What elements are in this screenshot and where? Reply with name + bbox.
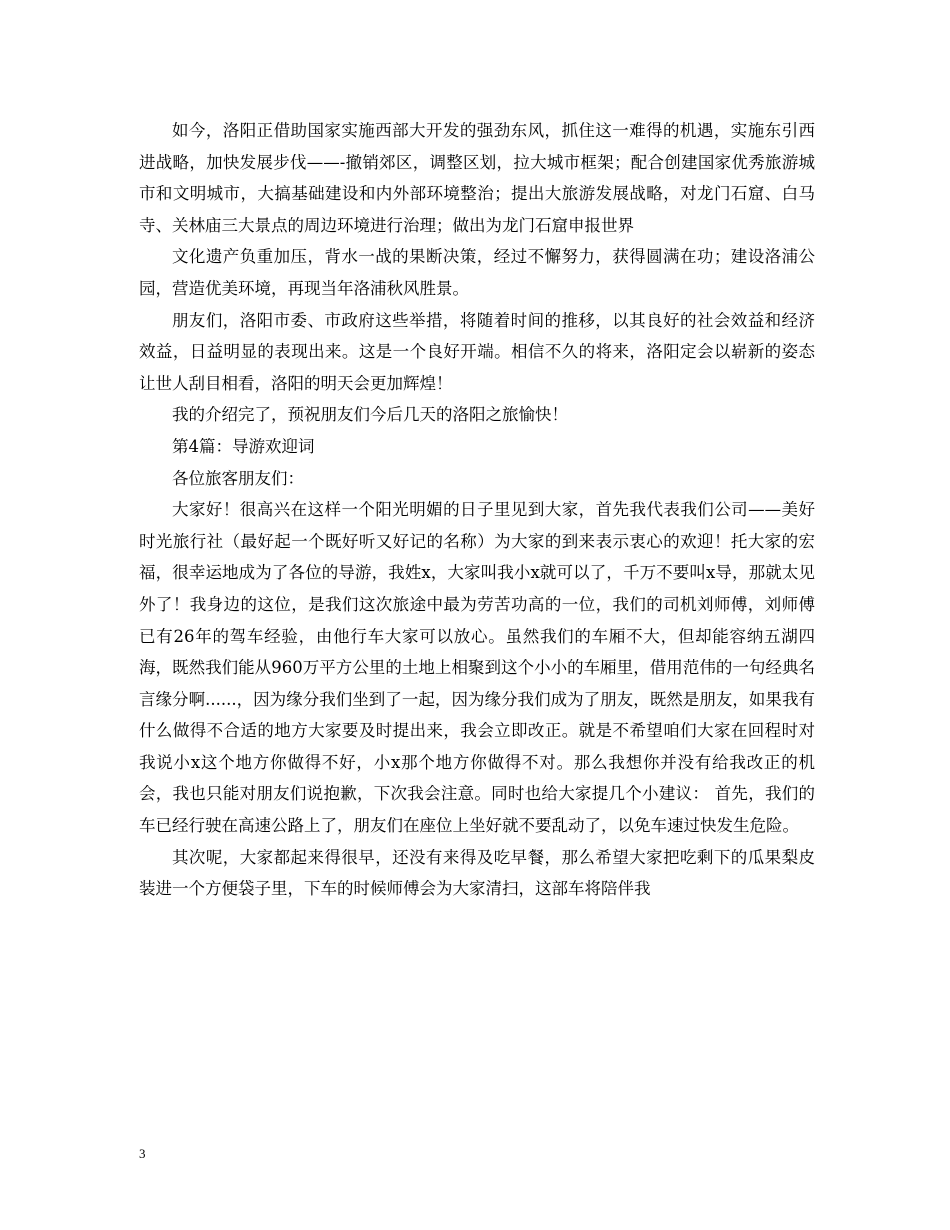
paragraph-cultural-heritage: 文化遗产负重加压，背水一战的果断决策，经过不懈努力，获得圆满在功；建设洛浦公园，营造优美环境，再现当年洛浦秋风胜景。 [139,247,815,298]
paragraph-friends-measures: 朋友们，洛阳市委、市政府这些举措，将随着时间的推移，以其良好的社会效益和经济效益，日益明显的表现出来。这是一个良好开端。相信不久的将来，洛阳定会以崭新的姿态让世人刮目相看，洛阳的明天会更加辉煌！ [139,310,815,393]
section-heading: 第4篇：导游欢迎词 [172,436,315,456]
paragraph-breakfast-note: 其次呢，大家都起来得很早，还没有来得及吃早餐，那么希望大家把吃剩下的瓜果梨皮装进一个方便袋子里，下车的时候师傅会为大家清扫，这部车将陪伴我 [139,847,815,899]
paragraph-introduction-end: 我的介绍完了，预祝朋友们今后几天的洛阳之旅愉快！ [172,405,568,425]
page-number: 3 [139,1146,146,1161]
paragraph-luoyang-development: 如今，洛阳正借助国家实施西部大开发的强劲东风，抓住这一难得的机遇，实施东引西进战略，加快发展步伐——-撤销郊区，调整区划，拉大城市框架；配合创建国家优秀旅游城市和文明城市，大搞基础建设和内外部环境整治；提出大旅游发展战略，对龙门石窟、白马寺、关林庙三大景点的周边环境进行治理；做出为龙门石窟申报世界 [139,121,815,235]
document-body [139,115,815,905]
salutation: 各位旅客朋友们： [172,468,304,488]
paragraph-welcome-speech: 大家好！很高兴在这样一个阳光明媚的日子里见到大家，首先我代表我们公司——美好时光旅行社（最好起一个既好听又好记的名称）为大家的到来表示衷心的欢迎！托大家的宏福，很幸运地成为了各位的导游，我姓x，大家叫我小x就可以了，千万不要叫x导，那就太见外了！我身边的这位，是我们这次旅途中最为劳苦功高的一位，我们的司机刘师傅，刘师傅已有26年的驾车经验，由他行车大家可以放心。虽然我们的车厢不大，但却能容纳五湖四海，既然我们能从960万平方公里的土地上相聚到这个小小的车厢里，借用范伟的一句经典名言缘分啊......，因为缘分我们坐到了一起，因为缘分我们成为了朋友，既然是朋友，如果我有什么做得不合适的地方大家要及时提出来，我会立即改正。就是不希望咱们大家在回程时对我说小x这个地方你做得不好，小x那个地方你做得不对。那么我想你并没有给我改正的机会，我也只能对朋友们说抱歉，下次我会注意。同时也给大家提几个小建议： 首先，我们的车已经行驶在高速公路上了，朋友们在座位上坐好就不要乱动了，以免车速过快发生危险。 [139,500,815,836]
